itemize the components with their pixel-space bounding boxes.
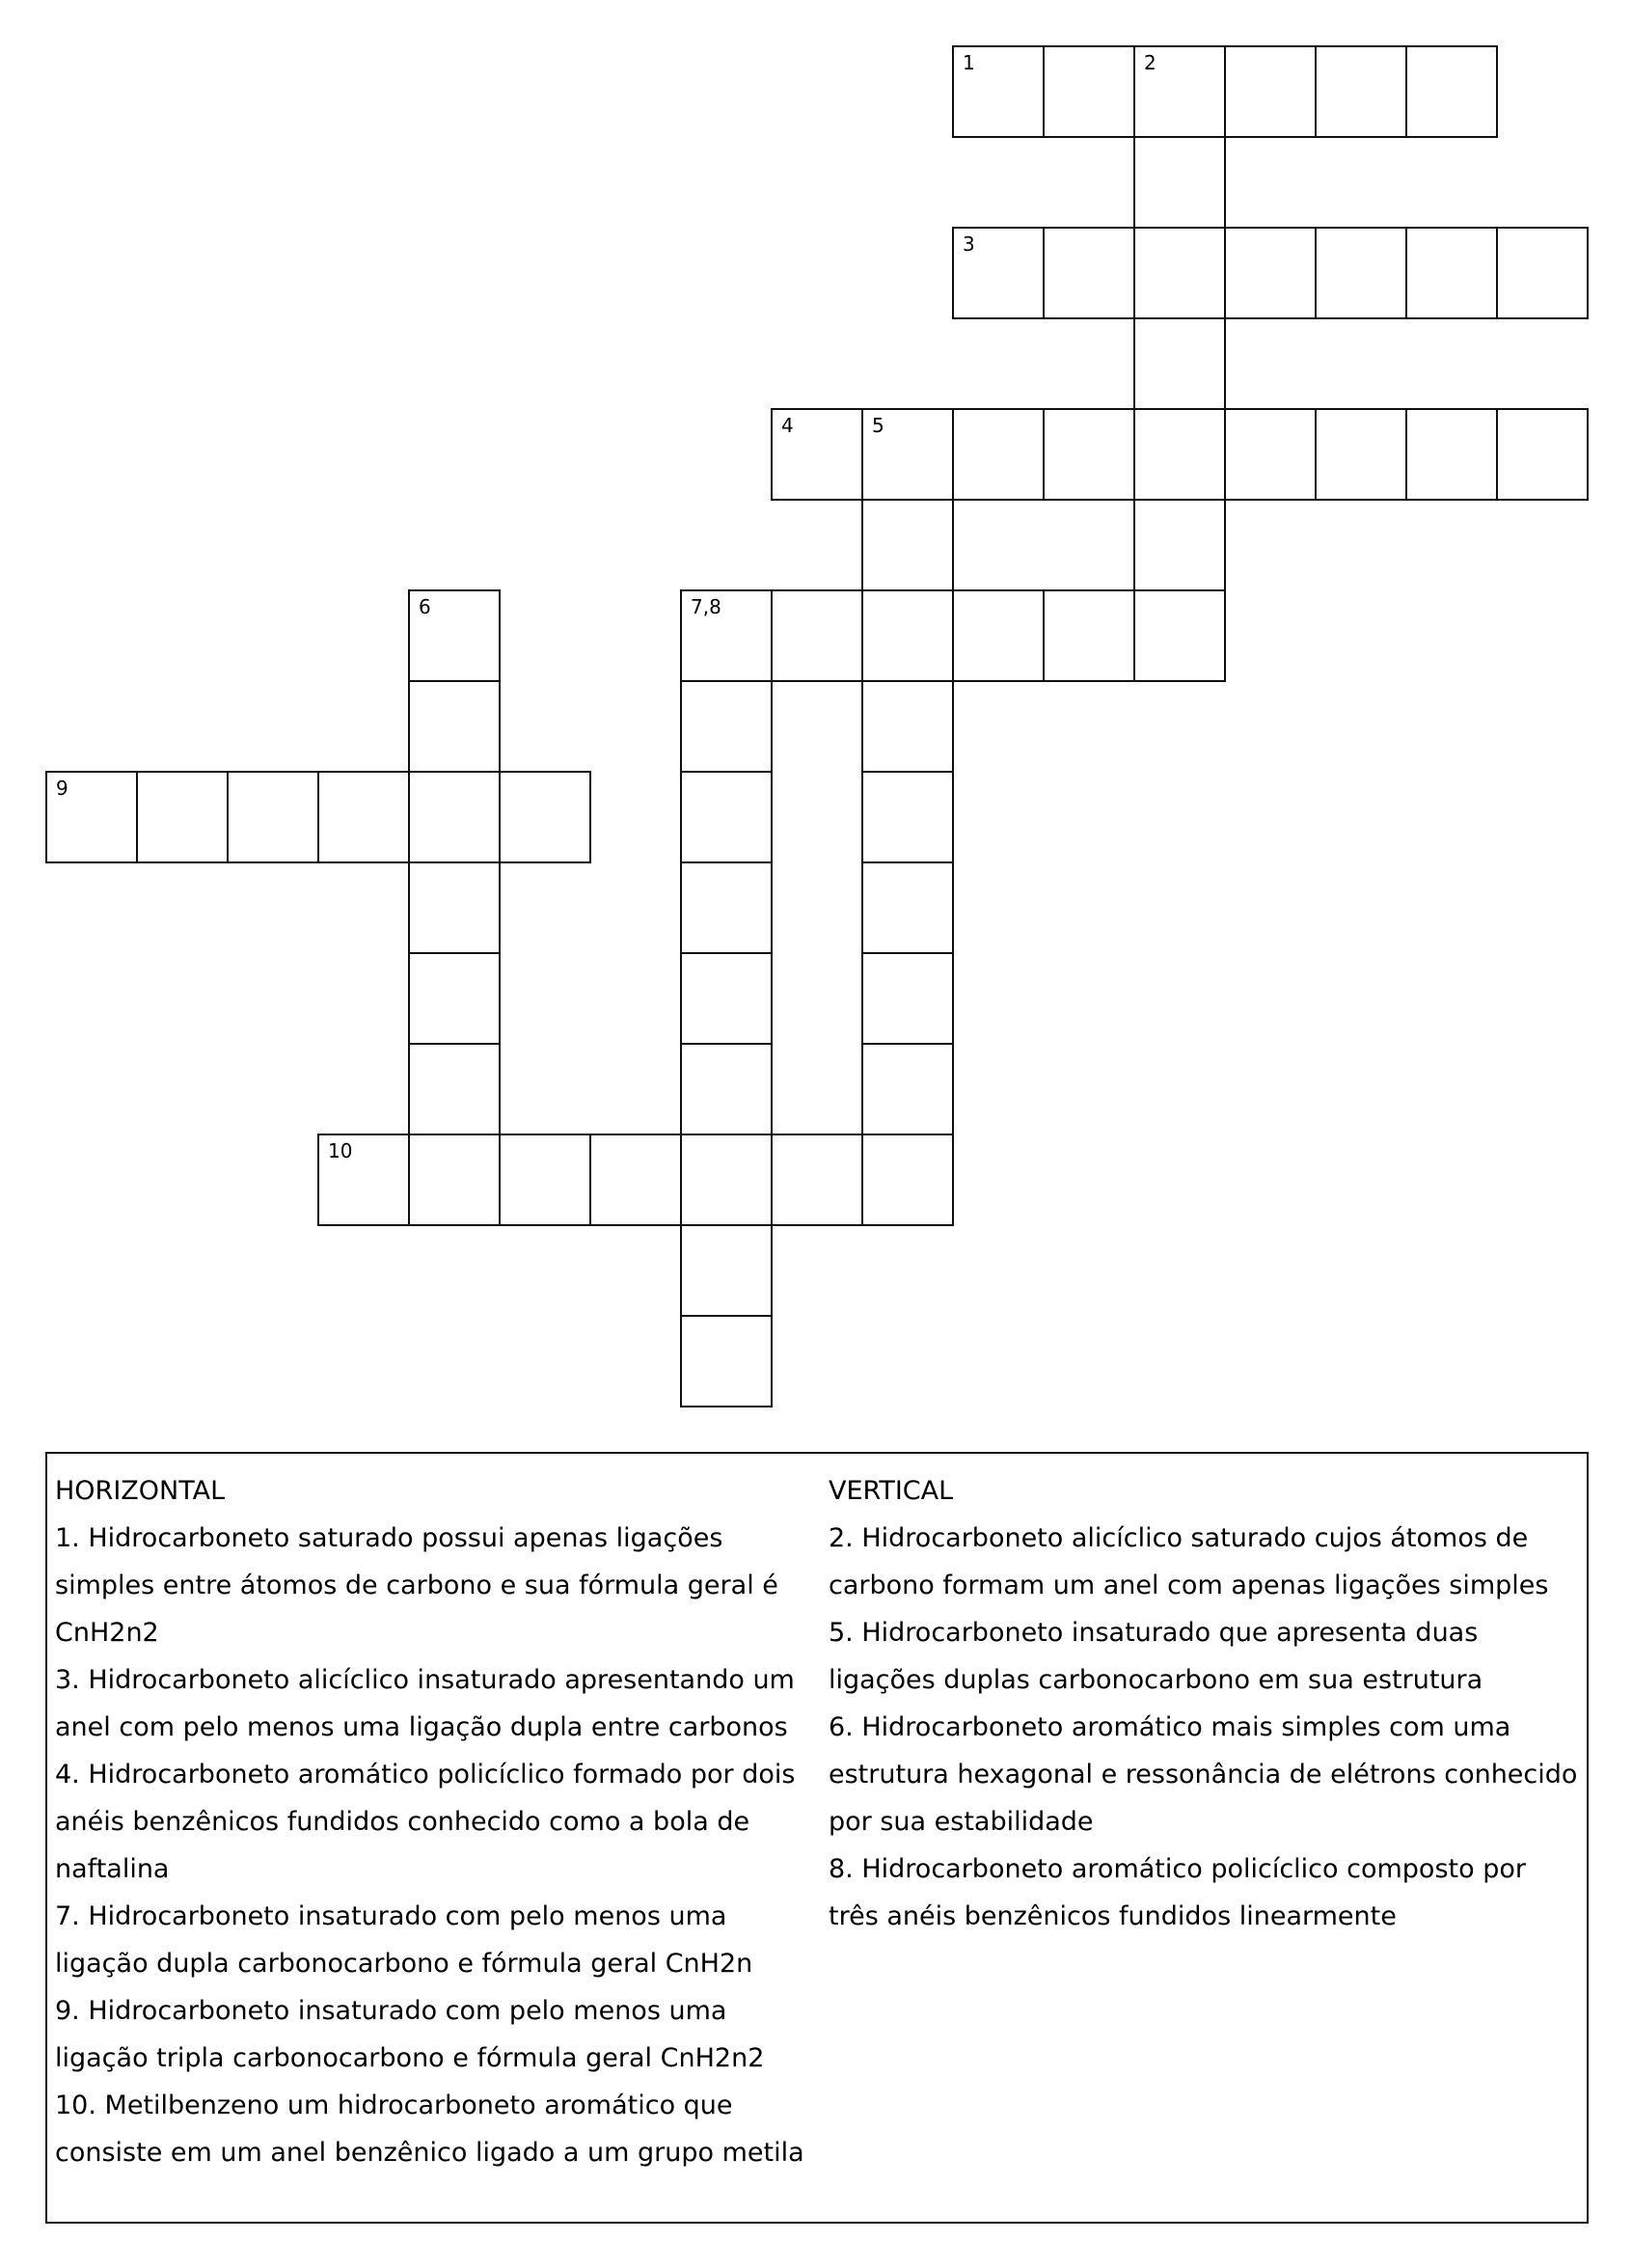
clue-v5: 5. Hidrocarboneto insaturado que apresenta duas ligações duplas carbonocarbono em sua estrutura xyxy=(829,1618,1483,1695)
crossword-cell[interactable] xyxy=(680,952,773,1045)
crossword-cell[interactable] xyxy=(499,771,591,863)
crossword-cell[interactable] xyxy=(1405,227,1498,319)
crossword-cell[interactable] xyxy=(1224,408,1317,501)
crossword-cell[interactable] xyxy=(861,408,954,501)
crossword-cell[interactable] xyxy=(680,589,773,682)
clue-h1: 1. Hidrocarboneto saturado possui apenas ligações simples entre átomos de carbono e sua fórmula geral é CnH2n2 xyxy=(55,1523,778,1648)
crossword-cell[interactable] xyxy=(408,1134,501,1226)
crossword-cell[interactable] xyxy=(771,1134,863,1226)
crossword-cell[interactable] xyxy=(1315,227,1407,319)
crossword-cell[interactable] xyxy=(317,1134,410,1226)
clue-number: 6 xyxy=(419,595,431,618)
clue-number: 5 xyxy=(872,414,884,437)
clue-number: 4 xyxy=(781,414,794,437)
clue-number: 3 xyxy=(963,232,975,256)
crossword-cell[interactable] xyxy=(45,771,138,863)
crossword-cell[interactable] xyxy=(1043,227,1135,319)
clue-v8: 8. Hidrocarboneto aromático policíclico composto por três anéis benzênicos fundidos linearmente xyxy=(829,1854,1526,1931)
crossword-cell[interactable] xyxy=(1224,45,1317,138)
crossword-cell[interactable] xyxy=(861,680,954,773)
crossword-cell[interactable] xyxy=(1133,227,1226,319)
clue-v6: 6. Hidrocarboneto aromático mais simples com uma estrutura hexagonal e ressonância de elétrons conhecido por sua estabilidade xyxy=(829,1712,1578,1837)
crossword-cell[interactable] xyxy=(1224,227,1317,319)
crossword-cell[interactable] xyxy=(136,771,229,863)
vertical-heading: VERTICAL xyxy=(829,1476,954,1506)
crossword-cell[interactable] xyxy=(680,1315,773,1407)
crossword-cell[interactable] xyxy=(1133,136,1226,229)
crossword-cell[interactable] xyxy=(952,45,1045,138)
crossword-cell[interactable] xyxy=(680,1134,773,1226)
vertical-clues xyxy=(829,1467,1581,1940)
clue-number: 10 xyxy=(328,1139,353,1162)
clues-box xyxy=(45,1452,1589,2224)
crossword-cell[interactable] xyxy=(1496,408,1589,501)
crossword-cell[interactable] xyxy=(861,861,954,954)
crossword-cell[interactable] xyxy=(952,227,1045,319)
crossword-cell[interactable] xyxy=(680,861,773,954)
clue-h10: 10. Metilbenzeno um hidrocarboneto aromático que consiste em um anel benzênico ligado a um grupo metila xyxy=(55,2090,804,2168)
crossword-cell[interactable] xyxy=(499,1134,591,1226)
crossword-cell[interactable] xyxy=(1133,45,1226,138)
crossword-cell[interactable] xyxy=(861,771,954,863)
crossword-cell[interactable] xyxy=(1043,408,1135,501)
crossword-cell[interactable] xyxy=(1405,45,1498,138)
crossword-cell[interactable] xyxy=(317,771,410,863)
crossword-cell[interactable] xyxy=(680,1043,773,1135)
crossword-cell[interactable] xyxy=(952,589,1045,682)
crossword-cell[interactable] xyxy=(408,1043,501,1135)
crossword-cell[interactable] xyxy=(227,771,319,863)
clue-number: 7,8 xyxy=(691,595,721,618)
crossword-cell[interactable] xyxy=(1315,45,1407,138)
crossword-cell[interactable] xyxy=(861,952,954,1045)
crossword-cell[interactable] xyxy=(1133,499,1226,591)
crossword-cell[interactable] xyxy=(861,589,954,682)
crossword-cell[interactable] xyxy=(408,589,501,682)
crossword-cell[interactable] xyxy=(408,680,501,773)
clue-number: 2 xyxy=(1144,51,1156,74)
crossword-cell[interactable] xyxy=(408,771,501,863)
crossword-cell[interactable] xyxy=(680,680,773,773)
clue-number: 1 xyxy=(963,51,975,74)
crossword-cell[interactable] xyxy=(680,771,773,863)
crossword-cell[interactable] xyxy=(1315,408,1407,501)
crossword-cell[interactable] xyxy=(408,861,501,954)
horizontal-heading: HORIZONTAL xyxy=(55,1476,226,1506)
crossword-cell[interactable] xyxy=(1496,227,1589,319)
crossword-cell[interactable] xyxy=(861,1043,954,1135)
crossword-cell[interactable] xyxy=(952,408,1045,501)
clue-number: 9 xyxy=(56,777,68,800)
clue-v2: 2. Hidrocarboneto alicíclico saturado cujos átomos de carbono formam um anel com apenas ligações simples xyxy=(829,1523,1549,1600)
crossword-cell[interactable] xyxy=(1133,317,1226,410)
crossword-cell[interactable] xyxy=(771,589,863,682)
clue-h9: 9. Hidrocarboneto insaturado com pelo menos uma ligação tripla carbonocarbono e fórmula geral CnH2n2 xyxy=(55,1996,765,2073)
crossword-cell[interactable] xyxy=(1043,45,1135,138)
crossword-cell[interactable] xyxy=(408,952,501,1045)
crossword-cell[interactable] xyxy=(680,1224,773,1317)
crossword-cell[interactable] xyxy=(771,408,863,501)
crossword-cell[interactable] xyxy=(589,1134,682,1226)
crossword-cell[interactable] xyxy=(1043,589,1135,682)
clue-h4: 4. Hidrocarboneto aromático policíclico formado por dois anéis benzênicos fundidos conhecido como a bola de naftalina xyxy=(55,1760,796,1884)
clue-h7: 7. Hidrocarboneto insaturado com pelo menos uma ligação dupla carbonocarbono e fórmula geral CnH2n xyxy=(55,1901,753,1979)
horizontal-clues xyxy=(55,1467,817,2176)
clue-h3: 3. Hidrocarboneto alicíclico insaturado apresentando um anel com pelo menos uma ligação dupla entre carbonos xyxy=(55,1665,795,1742)
crossword-cell[interactable] xyxy=(1133,589,1226,682)
crossword-cell[interactable] xyxy=(1133,408,1226,501)
crossword-cell[interactable] xyxy=(1405,408,1498,501)
crossword-cell[interactable] xyxy=(861,499,954,591)
crossword-cell[interactable] xyxy=(861,1134,954,1226)
